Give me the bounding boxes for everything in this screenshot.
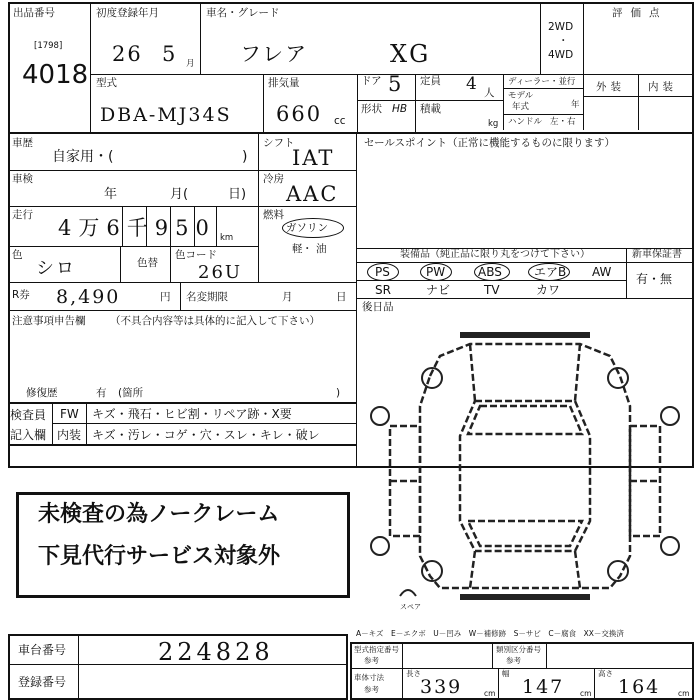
equip-ps: PS <box>375 265 390 279</box>
fuel-light: 軽 <box>292 243 303 255</box>
int-text: キズ・汚レ・コゲ・穴・スレ・キレ・破レ <box>92 428 320 442</box>
chassis-label: 車台番号 <box>18 643 67 657</box>
mileage-label: 走行 <box>12 209 33 221</box>
door-value: 5 <box>388 72 404 96</box>
equip-abs: ABS <box>478 265 502 279</box>
mileage-unit: km <box>220 233 234 243</box>
model-value: DBA-MJ34S <box>100 104 232 126</box>
recycle-value: 8,490 <box>56 286 121 308</box>
inspector-label-top: 検査員 <box>10 408 47 422</box>
eval-label: 評価点 <box>612 7 668 19</box>
color-label: 色 <box>12 249 23 261</box>
cap-unit: 人 <box>484 87 495 99</box>
recycle-label: R券 <box>12 289 30 301</box>
length-label: 長さ <box>406 669 421 678</box>
desig-label: 型式指定番号 <box>354 645 399 654</box>
width-cm: cm <box>580 689 592 698</box>
shape-label: 形状 <box>361 103 382 115</box>
chassis-value: 224828 <box>158 638 274 666</box>
shift-label: シフト <box>263 137 295 149</box>
handle-value: 左・右 <box>550 117 576 127</box>
body-sub: 参考 <box>364 685 379 694</box>
lot-sub: [1798] <box>34 41 63 51</box>
ac-label: 冷房 <box>263 173 284 185</box>
drive-2wd: 2WD <box>548 21 574 33</box>
notes-hint: （不具合内容等は具体的に記入して下さい） <box>110 315 320 327</box>
inspection-month: 月( <box>170 187 189 202</box>
cap-label: 定員 <box>420 75 441 87</box>
notice-line2: 下見代行サービス対象外 <box>38 544 281 569</box>
class-label: 類別区分番号 <box>496 645 541 654</box>
spare-label: スペア <box>400 603 421 611</box>
color-code-value: 26U <box>198 262 243 283</box>
length-cm: cm <box>484 689 496 698</box>
year-unit: 年 <box>571 100 580 110</box>
repair-close: ) <box>336 387 341 399</box>
mileage-value: 4万6千950 <box>58 216 216 240</box>
inspection-year: 年 <box>104 187 118 202</box>
ac-value: AAC <box>286 182 339 206</box>
dealer-label: ディーラー・並行 <box>508 77 576 87</box>
fuel-dot: ・ <box>302 243 313 255</box>
drive-4wd: 4WD <box>548 49 574 61</box>
inspection-label: 車検 <box>12 173 33 185</box>
name-value: フレア <box>240 42 309 66</box>
fw-label: FW <box>60 407 79 421</box>
name-label: 車名・グレード <box>206 7 280 19</box>
load-label: 積載 <box>420 103 441 115</box>
handle-label: ハンドル <box>508 117 543 127</box>
int-label: 内装 <box>57 428 82 442</box>
lot-number: 4018 <box>22 60 89 90</box>
reg-month: 5 <box>162 42 178 66</box>
history-label: 車歴 <box>12 137 33 149</box>
equip-tv: TV <box>484 283 500 297</box>
namechange-month: 月 <box>282 291 293 303</box>
color-code-label: 色コード <box>175 249 217 261</box>
warranty-label: 新車保証書 <box>632 249 682 260</box>
color-value: シロ <box>36 258 76 279</box>
repair-has: 有 <box>96 387 107 399</box>
door-label: ドア <box>361 75 382 87</box>
shift-value: IAT <box>292 146 335 170</box>
history-value: 自家用・( <box>52 149 114 165</box>
lot-label: 出品番号 <box>13 7 55 19</box>
model-label: 型式 <box>96 77 117 89</box>
warranty-value: 有・無 <box>636 272 673 286</box>
model-year-label: モデル <box>508 91 534 101</box>
repair-place: (箇所 <box>118 387 144 399</box>
fuel-gas: ガソリン <box>286 222 328 234</box>
load-unit: kg <box>488 119 499 129</box>
namechange-label: 名変期限 <box>186 291 228 303</box>
history-close: ) <box>242 149 248 165</box>
shape-value: HB <box>392 103 408 115</box>
interior-label: 内装 <box>648 81 677 93</box>
inspection-day: 日) <box>228 187 247 202</box>
height-cm: cm <box>678 689 690 698</box>
later-label: 後日品 <box>362 301 394 313</box>
equipment-label: 装備品（純正品に限り丸をつけて下さい） <box>400 249 590 260</box>
exterior-label: 外装 <box>596 81 625 93</box>
length-value: 339 <box>420 676 463 698</box>
repair-label: 修復歴 <box>26 387 58 399</box>
disp-unit: cc <box>334 115 346 127</box>
inspector-label-bottom: 記入欄 <box>10 428 47 442</box>
equip-pw: PW <box>426 265 446 279</box>
height-label: 高さ <box>598 669 613 678</box>
model-year-sub: 年式 <box>512 102 530 112</box>
grade-value: XG <box>390 40 431 68</box>
equip-navi: ナビ <box>426 283 451 297</box>
reg-number-label: 登録番号 <box>18 675 67 689</box>
desig-sub: 参考 <box>364 656 379 665</box>
notice-line1: 未検査の為ノークレーム <box>38 502 280 527</box>
equip-leather: カワ <box>536 283 561 297</box>
disp-value: 660 <box>276 102 323 126</box>
class-sub: 参考 <box>506 656 521 665</box>
namechange-day: 日 <box>336 291 347 303</box>
car-damage-diagram <box>360 306 690 624</box>
reg-year: 26 <box>112 42 143 66</box>
width-label: 幅 <box>502 669 510 678</box>
equip-sr: SR <box>375 283 391 297</box>
equip-aw: AW <box>592 265 612 279</box>
recycle-unit: 円 <box>160 291 171 303</box>
width-value: 147 <box>522 676 565 698</box>
fw-text: キズ・飛石・ヒビ割・リペア跡・X要 <box>92 407 292 421</box>
cap-value: 4 <box>466 74 479 94</box>
height-value: 164 <box>618 676 661 698</box>
disp-label: 排気量 <box>268 77 300 89</box>
sales-point-label: セールスポイント（正常に機能するものに限ります） <box>364 137 616 149</box>
notes-title: 注意事項申告欄 <box>12 315 86 327</box>
equip-airbag: エアB <box>534 265 567 279</box>
fuel-label: 燃料 <box>263 209 284 221</box>
drive-dot: ・ <box>558 35 569 47</box>
body-label: 車体寸法 <box>354 673 384 682</box>
damage-legend: A－キズ E－エクボ U－凹み W－補修跡 S－サビ C－腐食 XX－交換済 <box>356 629 624 638</box>
month-unit: 月 <box>186 59 195 69</box>
reg-label: 初度登録年月 <box>96 7 159 19</box>
color-change-label: 色替 <box>137 257 158 269</box>
fuel-oil: 油 <box>316 243 327 255</box>
